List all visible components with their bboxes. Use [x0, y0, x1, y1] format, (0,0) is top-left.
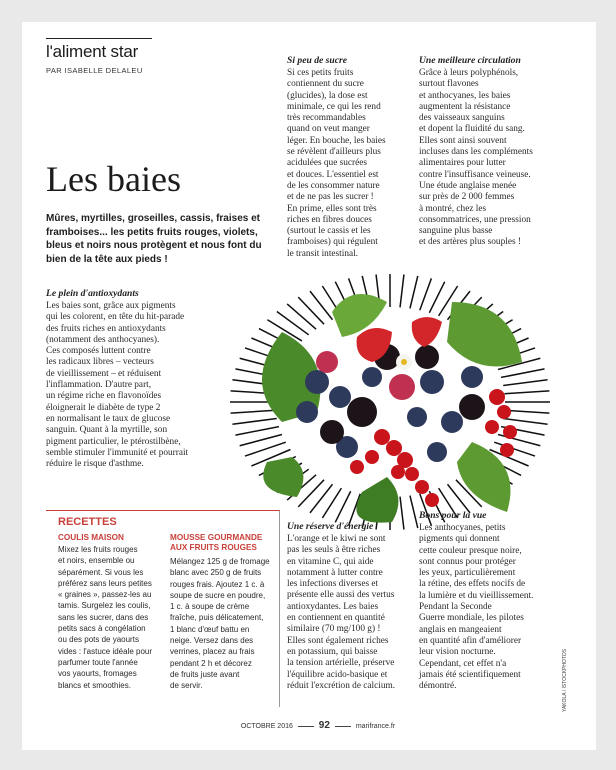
footer-rule-left	[298, 726, 314, 727]
heading-vue: Bons pour la vue	[419, 510, 487, 521]
section-title: l'aliment star	[46, 42, 139, 61]
recipe-coulis-name: COULIS MAISON	[58, 533, 124, 542]
text-energie: L'orange et le kiwi ne sont pas les seuls à être riches en vitamine C, qui aide notamment à lutter contre les infections diverses et présente elle aussi des vertus antioxydantes. Les baies en contiennent en quantité similaire (70 mg/100 g) ! Elles sont également riches en potassium, qui baisse la tension artérielle, préserve l'équilibre acido-basique et réduit l'excrétion de calcium.	[287, 534, 396, 691]
text-sucre: Si ces petits fruits contiennent du sucre (glucides), la dose est minimale, ce qui les rend très recommandables quand on veut manger léger. En bouche, les baies se révèlent d'ailleurs plus acidulées que sucrées et douces. L'essentiel est de les consommer nature et de ne pas les sucrer ! En prime, elles sont très riches en fibres douces (surtout le cassis et les framboises) qui régulent le transit intestinal.	[287, 68, 386, 259]
article-title: Les baies	[46, 159, 181, 199]
sunburst-ray	[400, 497, 404, 530]
sunburst-ray	[298, 297, 324, 324]
recipe-coulis-text: Mixez les fruits rouges et noirs, ensemble ou séparément. Si vous les préférez sans leurs petites « graines », passez-les au tamis. Surgelez les coulis, sans les sucrer, dans des petits sacs à congélation ou des pots de yaourts vides : l'astuce idéale pour parfumer toute l'année vos yaourts, fromages blancs et smoothies.	[58, 545, 153, 690]
sunburst-ray	[287, 304, 316, 329]
recipe-mousse-text: Mélangez 125 g de fromage blanc avec 250 g de fruits rouges frais. Ajoutez 1 c. à soupe de sucre en poudre, 1 c. à soupe de crème fraîche, puis délicatement, 1 blanc d'œuf battu en neige. Versez dans des verrines, placez au frais pendant 2 h et décorez de fruits juste avant de servir.	[170, 557, 270, 691]
header-rule	[46, 38, 152, 39]
sunburst-ray	[505, 410, 550, 413]
photo-credit: YAKOLA / ISTOCKPHOTOS	[562, 648, 568, 712]
heading-sucre: Si peu de sucre	[287, 55, 347, 66]
sunburst-ray	[503, 380, 547, 386]
recettes-title: RECETTES	[58, 516, 117, 528]
text-circulation: Grâce à leurs polyphénols, surtout flavones et anthocyanes, les baies augmentent la résistance des vaisseaux sanguins et dopent la fluidité du sang. Elles sont ainsi souvent incluses dans les compléments alimentaires pour lutter contre l'insuffisance veineuse. Une étude anglaise menée sur près de 2 000 femmes à montré, chez les consommatrices, une pression sanguine plus basse et des artères plus souples !	[419, 68, 533, 248]
page-number: 92	[318, 720, 330, 731]
text-antioxydants: Les baies sont, grâce aux pigments qui les colorent, en tête du hit-parade des fruits riches en antioxydants (notamment des anthocyanes). Ces composés luttent contre les radicaux libres – vecteurs de vieillissement – et réduisent l'inflammation. D'autre part, un régime riche en flavonoïdes éloignerait le diabète de type 2 en normalisant le taux de glucose sanguin. Quant à la myrtille, son pigment particulier, le ptérostilbène, semble stimuler l'immunité et pourrait réduire le risque d'asthme.	[46, 301, 189, 470]
byline: PAR ISABELLE DELALEU	[46, 66, 143, 75]
heading-antioxydants: Le plein d'antioxydants	[46, 288, 139, 299]
sunburst-ray	[501, 369, 544, 378]
sunburst-ray	[410, 276, 418, 308]
berries-illustration	[222, 262, 552, 532]
sunburst-ray	[277, 311, 309, 334]
sunburst-ray	[410, 496, 418, 528]
sunburst-ray	[232, 418, 276, 424]
sunburst-ray	[400, 274, 404, 307]
footer-site: marifrance.fr	[355, 723, 396, 730]
sunburst-ray	[420, 278, 432, 310]
sunburst-ray	[429, 282, 444, 313]
footer-month: OCTOBRE 2016	[240, 723, 293, 730]
sunburst-ray	[335, 491, 350, 522]
sunburst-ray	[505, 391, 550, 394]
footer-rule-right	[335, 726, 351, 727]
text-vue: Les anthocyanes, petits pigments qui donnent cette couleur presque noire, sont connus pour protéger les yeux, particulièrement la rétine, des effets nocifs de la lumière et du vieillissement. Pendant la Seconde Guerre mondiale, les pilotes anglais en mangeaient en quantité afin d'améliorer leur vision nocturne. Cependant, cet effet n'a jamais été scientifiquement démontré.	[419, 523, 534, 692]
sunburst-ray	[231, 410, 276, 413]
recipe-mousse-name: MOUSSE GOURMANDE AUX FRUITS ROUGES	[170, 533, 263, 552]
sunburst-ray	[240, 434, 282, 445]
blossom	[396, 354, 412, 370]
sunburst-ray	[235, 427, 278, 436]
page-footer	[218, 720, 418, 731]
heading-circulation: Une meilleure circulation	[419, 55, 521, 66]
heading-energie: Une réserve d'énergie	[287, 521, 374, 532]
article-intro: Mûres, myrtilles, groseilles, cassis, fraises et framboises... les petits fruits rouges, violets, bleus et noirs nous protègent et nous font du bien de la tête aux pieds !	[46, 213, 262, 265]
sunburst-ray	[503, 418, 547, 424]
magazine-page	[22, 22, 596, 750]
